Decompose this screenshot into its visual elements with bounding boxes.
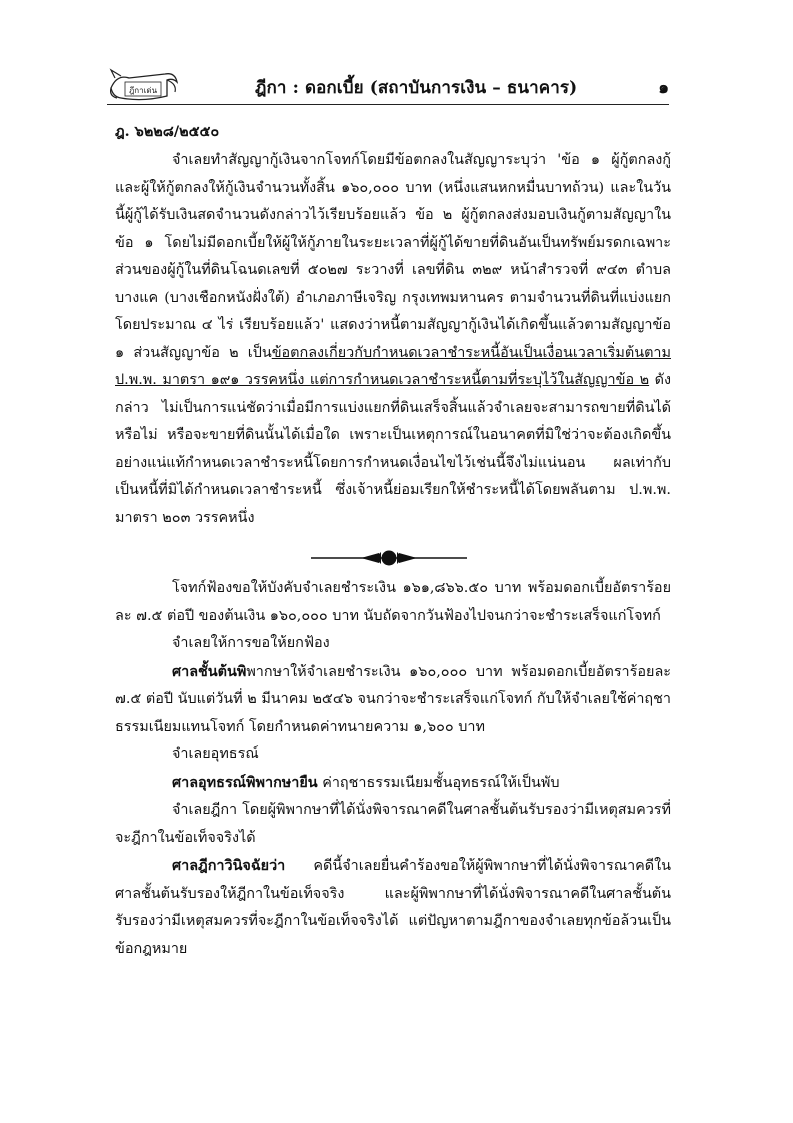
paragraph-defense (115, 630, 671, 658)
summary-text-rest: ดังกล่าว ไม่เป็นการแน่ชัดว่าเมื่อมีการแบ่งแยกที่ดินเสร็จสิ้นแล้วจำเลยจะสามารถขายที่ดินได้หรือไม่ หรือจะขายที่ดินนั้นได้เมื่อใด เพราะเป็นเหตุการณ์ในอนาคตที่มิใช่ว่าจะต้องเกิดขึ้นอย่างแน่แท้กำหนดเวลาชำระหนี้โดยการกำหนดเงื่อนไขไว้เช่นนี้จึงไม่แน่นอน ผลเท่ากับเป็นหนี้ที่มิได้กำหนดเวลาชำระหนี้ ซึ่งเจ้าหนี้ย่อมเรียกให้ชำระหนี้ได้โดยพลันตาม ป.พ.พ. มาตรา ๒๐๓ วรรคหนึ่ง (115, 372, 671, 526)
paragraph-text: พากษาให้จำเลยชำระเงิน ๑๖๐,๐๐๐ บาท พร้อมดอกเบี้ยอัตราร้อยละ ๗.๕ ต่อปี นับแต่วันที่ ๒ มีนาคม ๒๕๔๖ จนกว่าจะชำระเสร็จแก่โจทก์ กับให้จำเลยใช้ค่าฤชาธรรมเนียมแทนโจทก์ โดยกำหนดค่าทนายความ ๑,๖๐๐ บาท (115, 663, 671, 735)
summary-paragraph (115, 147, 671, 532)
paragraph-text: จำเลยฎีกา โดยผู้พิพากษาที่ได้นั่งพิจารณาคดีในศาลชั้นต้นรับรองว่ามีเหตุสมควรที่จะฎีกาในข้อเท็จจริงได้ (115, 802, 671, 846)
paragraph-lead: ศาลอุทธรณ์พิพากษายืน (172, 773, 318, 791)
ornamental-divider-icon (309, 548, 469, 568)
case-summary (115, 147, 671, 532)
paragraph-text: คดีนี้จำเลยยื่นคำร้องขอให้ผู้พิพากษาที่ได้นั่งพิจารณาคดีในศาลชั้นต้นรับรองให้ฎีกาในข้อเท็จจริง และผู้พิพากษาที่ได้นั่งพิจารณาคดีในศาลชั้นต้นรับรองว่ามีเหตุสมควรที่จะฎีกาในข้อเท็จจริงได้ แต่ปัญหาตามฎีกาของจำเลยทุกข้อล้วนเป็นข้อกฎหมาย (115, 858, 671, 957)
case-body (115, 575, 671, 963)
paragraph-appeal-court (115, 769, 671, 798)
paragraph-text: โจทก์ฟ้องขอให้บังคับจำเลยชำระเงิน ๑๖๑,๘๖๖.๕๐ บาท พร้อมดอกเบี้ยอัตราร้อยละ ๗.๕ ต่อปี ของต้นเงิน ๑๖๐,๐๐๐ บาท นับถัดจากวันฟ้องไปจนกว่าจะชำระเสร็จแก่โจทก์ (115, 580, 671, 624)
case-number: ฎ. ๖๒๒๘/๒๕๕๐ (115, 123, 220, 140)
paragraph-plaintiff (115, 575, 671, 630)
page-number: ๑ (658, 78, 669, 98)
page-header (107, 66, 669, 106)
paragraph-lead: ศาลฎีกาวินิจฉัยว่า (172, 857, 286, 874)
paragraph-appeal (115, 741, 671, 769)
header-rule (107, 104, 669, 105)
paragraph-supreme-appeal (115, 797, 671, 852)
summary-underlined-text: ข้อตกลงเกี่ยวกับกำหนดเวลาชำระหนี้อันเป็นเงื่อนเวลาเริ่มต้นตาม ป.พ.พ. มาตรา ๑๙๑ วรรคหนึ่ง แต่การกำหนดเวลาชำระหนี้ตามที่ระบุไว้ในสัญญาข้อ ๒ (115, 344, 671, 388)
scroll-banner-logo-icon (107, 66, 179, 104)
paragraph-supreme-court (115, 852, 671, 963)
paragraph-text: จำเลยอุทธรณ์ (172, 746, 259, 762)
running-title: ฎีกา : ดอกเบี้ย (สถาบันการเงิน – ธนาคาร) (255, 78, 578, 98)
paragraph-text: จำเลยให้การขอให้ยกฟ้อง (172, 635, 330, 651)
summary-text: จำเลยทำสัญญากู้เงินจากโจทก์โดยมีข้อตกลงในสัญญาระบุว่า 'ข้อ ๑ ผู้กู้ตกลงกู้และผู้ให้กู้ตกลงให้กู้เงินจำนวนทั้งสิ้น ๑๖๐,๐๐๐ บาท (หนึ่งแสนหกหมื่นบาทถ้วน) และในวันนี้ผู้กู้ได้รับเงินสดจำนวนดังกล่าวไว้เรียบร้อยแล้ว ข้อ ๒ ผู้กู้ตกลงส่งมอบเงินกู้ตามสัญญาในข้อ ๑ โดยไม่มีดอกเบี้ยให้ผู้ให้กู้ภายในระยะเวลาที่ผู้กู้ได้ขายที่ดินอันเป็นทรัพย์มรดกเฉพาะส่วนของผู้กู้ในที่ดินโฉนดเลขที่ ๕๐๒๗ ระวางที่ เลขที่ดิน ๓๒๙ หน้าสำรวจที่ ๙๔๓ ตำบลบางแค (บางเชือกหนังฝั่งใต้) อำเภอภาษีเจริญ กรุงเทพมหานคร ตามจำนวนที่ดินที่แบ่งแยกโดยประมาณ ๔ ไร่ เรียบร้อยแล้ว' แสดงว่าหนี้ตามสัญญากู้เงินได้เกิดขึ้นแล้วตามสัญญาข้อ ๑ ส่วนสัญญาข้อ ๒ เป็น (115, 152, 671, 361)
paragraph-lead: ศาลชั้นต้นพิ (172, 662, 247, 680)
paragraph-trial-court (115, 658, 671, 742)
logo-text: ฎีกาเด่น (128, 86, 158, 95)
paragraph-text: ค่าฤชาธรรมเนียมชั้นอุทธรณ์ให้เป็นพับ (317, 774, 560, 791)
